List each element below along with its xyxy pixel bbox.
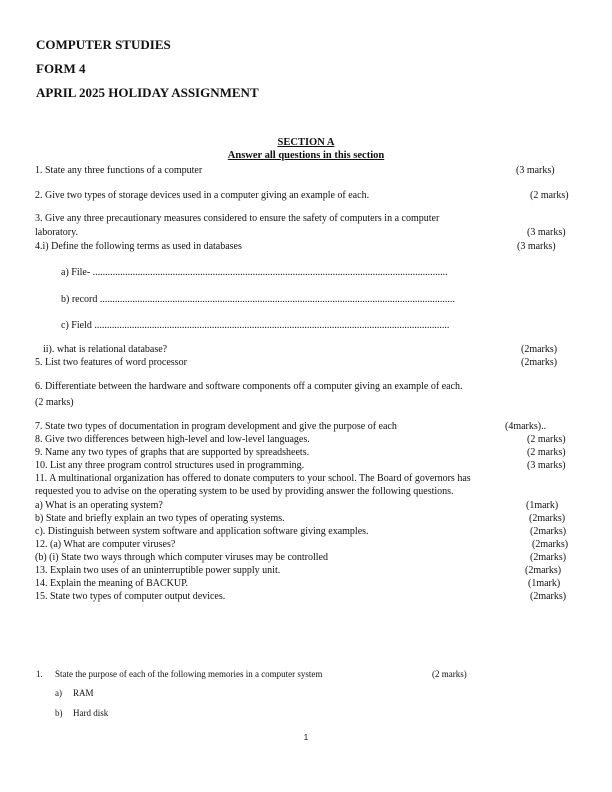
question-6: 6. Differentiate between the hardware and software components off a computer giving an example of each. (35, 381, 463, 392)
section-title: SECTION A (277, 137, 335, 148)
question-11b: b) State and briefly explain an two types of operating systems. (35, 513, 285, 524)
question-10: 10. List any three program control structures used in programming. (35, 460, 305, 471)
section-instruction: Answer all questions in this section (227, 150, 385, 161)
question-11b-marks: (2marks) (529, 513, 566, 524)
definition-file: a) File- .............................................................................................................................................. (61, 267, 448, 278)
question-6-marks: (2 marks) (35, 397, 74, 408)
question-1-marks: (3 marks) (516, 165, 555, 176)
page-number: 1 (303, 733, 309, 742)
definition-field: c) Field .............................................................................................................................................. (61, 320, 450, 331)
part2-number: 1. (36, 669, 43, 679)
question-13-marks: (2marks) (525, 565, 562, 576)
part2-b-label: b) (55, 708, 63, 718)
question-11c: c). Distinguish between system software and application software giving examples. (35, 526, 369, 537)
question-11: 11. A multinational organization has offered to donate computers to your school. The Board of governors has (35, 473, 471, 484)
question-2-marks: (2 marks) (530, 190, 569, 201)
question-11a-marks: (1mark) (526, 500, 559, 511)
question-7-marks: (4marks).. (505, 421, 547, 432)
question-2: 2. Give two types of storage devices used in a computer giving an example of each. (35, 190, 370, 201)
question-15: 15. State two types of computer output devices. (35, 591, 226, 602)
part2-question: State the purpose of each of the following memories in a computer system (55, 669, 323, 679)
question-9-marks: (2 marks) (527, 447, 566, 458)
definition-field-label: c) Field (61, 320, 95, 331)
question-12a-marks: (2marks) (532, 539, 569, 550)
subject-heading: COMPUTER STUDIES (36, 37, 171, 52)
question-12b: (b) (i) State two ways through which computer viruses may be controlled (35, 552, 328, 563)
question-10-marks: (3 marks) (527, 460, 566, 471)
question-4-ii-marks: (2marks) (521, 344, 558, 355)
question-3: 3. Give any three precautionary measures considered to ensure the safety of computers in a computer (35, 213, 440, 224)
assignment-heading: APRIL 2025 HOLIDAY ASSIGNMENT (36, 85, 259, 100)
question-13: 13. Explain two uses of an uninterruptible power supply unit. (35, 565, 281, 576)
question-15-marks: (2marks) (530, 591, 567, 602)
part2-a-text: RAM (73, 688, 94, 698)
question-3-cont: laboratory. (35, 227, 78, 238)
question-4: 4.i) Define the following terms as used in databases (35, 241, 242, 252)
question-12b-marks: (2marks) (530, 552, 567, 563)
question-9: 9. Name any two types of graphs that are supported by spreadsheets. (35, 447, 310, 458)
question-11c-marks: (2marks) (530, 526, 567, 537)
question-14-marks: (1mark) (528, 578, 561, 589)
definition-file-label: a) File- (61, 267, 93, 278)
part2-b-text: Hard disk (73, 708, 109, 718)
question-3-marks: (3 marks) (527, 227, 566, 238)
question-8: 8. Give two differences between high-level and low-level languages. (35, 434, 310, 445)
part2-marks: (2 marks) (432, 669, 467, 679)
question-4-marks: (3 marks) (517, 241, 556, 252)
question-5-marks: (2marks) (521, 357, 558, 368)
question-12a: 12. (a) What are computer viruses? (35, 539, 176, 550)
question-11-cont: requested you to advise on the operating system to be used by providing answer the following questions. (35, 486, 454, 497)
question-8-marks: (2 marks) (527, 434, 566, 445)
question-4-ii: ii). what is relational database? (43, 344, 168, 355)
question-11a: a) What is an operating system? (35, 500, 163, 511)
question-1: 1. State any three functions of a computer (35, 165, 203, 176)
question-14: 14. Explain the meaning of BACKUP. (35, 578, 189, 589)
question-7: 7. State two types of documentation in program development and give the purpose of each (35, 421, 397, 432)
part2-a-label: a) (55, 688, 62, 698)
definition-record-label: b) record (61, 294, 100, 305)
question-5: 5. List two features of word processor (35, 357, 187, 368)
definition-record: b) record .............................................................................................................................................. (61, 294, 455, 305)
form-heading: FORM 4 (36, 61, 86, 76)
